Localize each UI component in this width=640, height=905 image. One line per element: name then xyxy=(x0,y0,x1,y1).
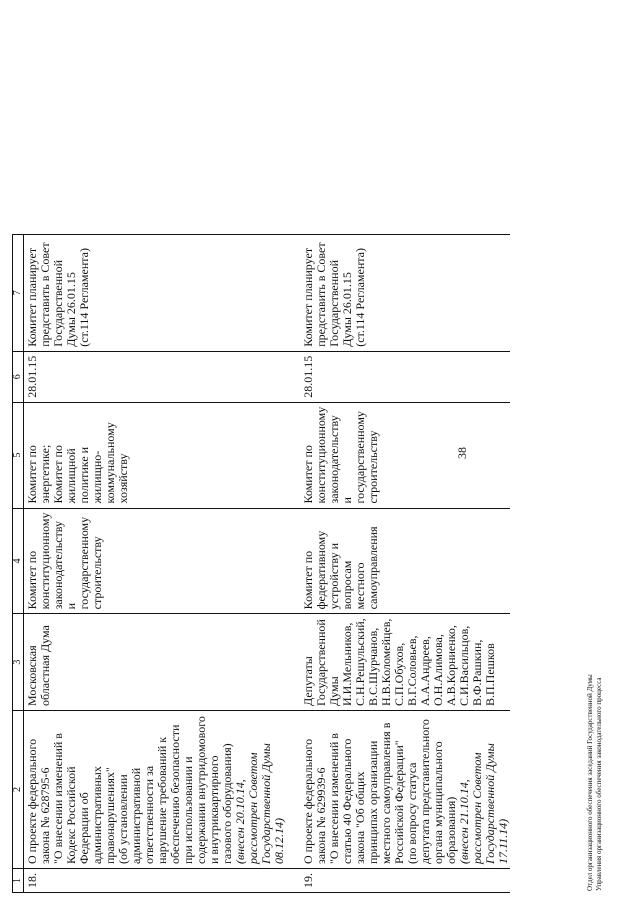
row-number: 19. xyxy=(286,869,510,893)
page-number: 38 xyxy=(455,447,469,459)
responsible-committee: Комитет по конституционному законодательству и государственному строительству xyxy=(24,508,287,614)
initiator: Московская областная Дума xyxy=(24,614,287,711)
column-number-row xyxy=(13,234,24,892)
column-header: 2 xyxy=(13,711,24,869)
row-number: 18. xyxy=(24,869,287,893)
footer xyxy=(586,674,604,891)
plan-note: Комитет планирует представить в Совет Государственной Думы 26.01.15 (ст.114 Регламента) xyxy=(286,234,510,351)
bill-title: О проекте федерального закона № 628795-6 "О внесении изменений в Кодекс Российской Федерации об административных правонарушениях" (об установлении административной ответственности за нарушение требований к обеспечению безопасности при использовании и содержании внутридомового и внутриквартирного газового оборудования) xyxy=(25,716,234,864)
review-date: 28.01.15 xyxy=(24,351,287,402)
column-header: 7 xyxy=(13,234,24,351)
bill-description xyxy=(286,711,510,869)
co-committees: Комитет по конституционному законодательству и государственному строительству xyxy=(286,402,510,508)
initiator: Депутаты Государственной Думы И.И.Мельников, С.Н.Решульский, В.С.Шурчанов, Н.В.Коломейцев, С.П.Обухов, В.Г.Соловьев, А.А.Андреев, О.Н.Алимова, А.В.Корниенко, С.И.Васильцов, В.Ф.Рашкин, В.П.Пешков xyxy=(286,614,510,711)
bill-note: (внесен 21.10.14, рассмотрен Советом Государственной Думы 17.11.14) xyxy=(457,743,510,864)
bill-note: (внесен 20.10.14, рассмотрен Советом Государственной Думы 08.12.14) xyxy=(233,743,286,864)
co-committees: Комитет по энергетике; Комитет по жилищной политике и жилищно-коммунальному хозяйству xyxy=(24,402,287,508)
table-row xyxy=(286,234,510,892)
footer-line: Отдел организационного обеспечения заседаний Государственной Думы xyxy=(586,674,594,891)
bills-table xyxy=(12,234,510,893)
column-header: 1 xyxy=(13,869,24,893)
bill-title: О проекте федерального закона № 629939-6 "О внесении изменений в статью 40 Федерального закона "Об общих принципах организации местного самоуправления в Российской Федерации" (по вопросу статуса депутата представительного органа муниципального образования) xyxy=(301,719,458,864)
column-header: 6 xyxy=(13,351,24,402)
footer-line: Управления организационного обеспечения законодательного процесса xyxy=(595,677,603,891)
column-header: 5 xyxy=(13,402,24,508)
plan-note: Комитет планирует представить в Совет Государственной Думы 26.01.15 (ст.114 Регламента) xyxy=(24,234,287,351)
bill-description xyxy=(24,711,287,869)
table-row xyxy=(24,234,287,892)
column-header: 3 xyxy=(13,614,24,711)
review-date: 28.01.15 xyxy=(286,351,510,402)
responsible-committee: Комитет по федеративному устройству и вопросам местного самоуправления xyxy=(286,508,510,614)
column-header: 4 xyxy=(13,508,24,614)
